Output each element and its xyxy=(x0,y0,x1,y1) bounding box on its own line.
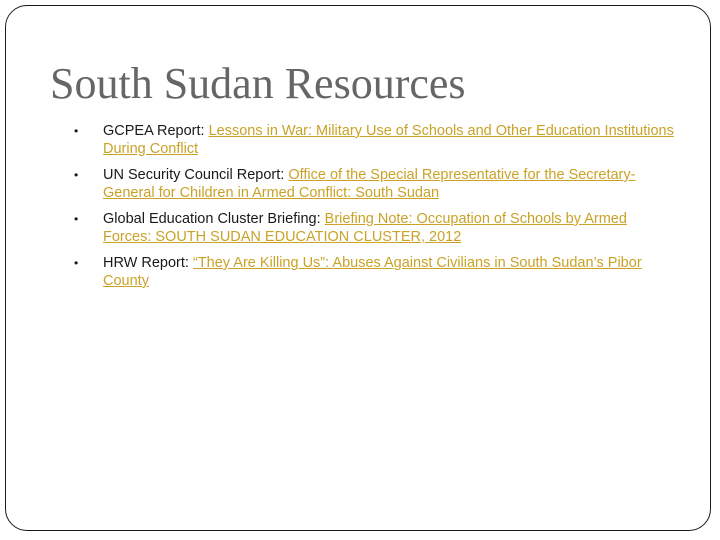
bullet-icon: • xyxy=(74,212,79,226)
slide-frame xyxy=(5,5,711,531)
bullet-icon: • xyxy=(74,256,79,270)
resource-link[interactable]: Office of the Special Representative for the Secretary-General for Children in Armed Conflict: South Sudan xyxy=(103,167,636,201)
list-item xyxy=(74,254,674,290)
list-item xyxy=(74,122,674,158)
resource-link[interactable]: Briefing Note: Occupation of Schools by Armed Forces: SOUTH SUDAN EDUCATION CLUSTER, 2012 xyxy=(103,211,627,245)
resource-list xyxy=(74,122,674,298)
resource-link[interactable]: Lessons in War: Military Use of Schools and Other Education Institutions During Conflict xyxy=(103,123,674,157)
list-item xyxy=(74,210,674,246)
bullet-icon: • xyxy=(74,168,79,182)
list-item xyxy=(74,166,674,202)
item-prefix: GCPEA Report: xyxy=(103,123,209,139)
item-prefix: UN Security Council Report: xyxy=(103,167,289,183)
bullet-icon: • xyxy=(74,124,79,138)
item-prefix: HRW Report: xyxy=(103,255,193,271)
slide-title: South Sudan Resources xyxy=(50,59,466,108)
resource-link[interactable]: “They Are Killing Us”: Abuses Against Civilians in South Sudan’s Pibor County xyxy=(103,255,642,289)
item-prefix: Global Education Cluster Briefing: xyxy=(103,211,325,227)
